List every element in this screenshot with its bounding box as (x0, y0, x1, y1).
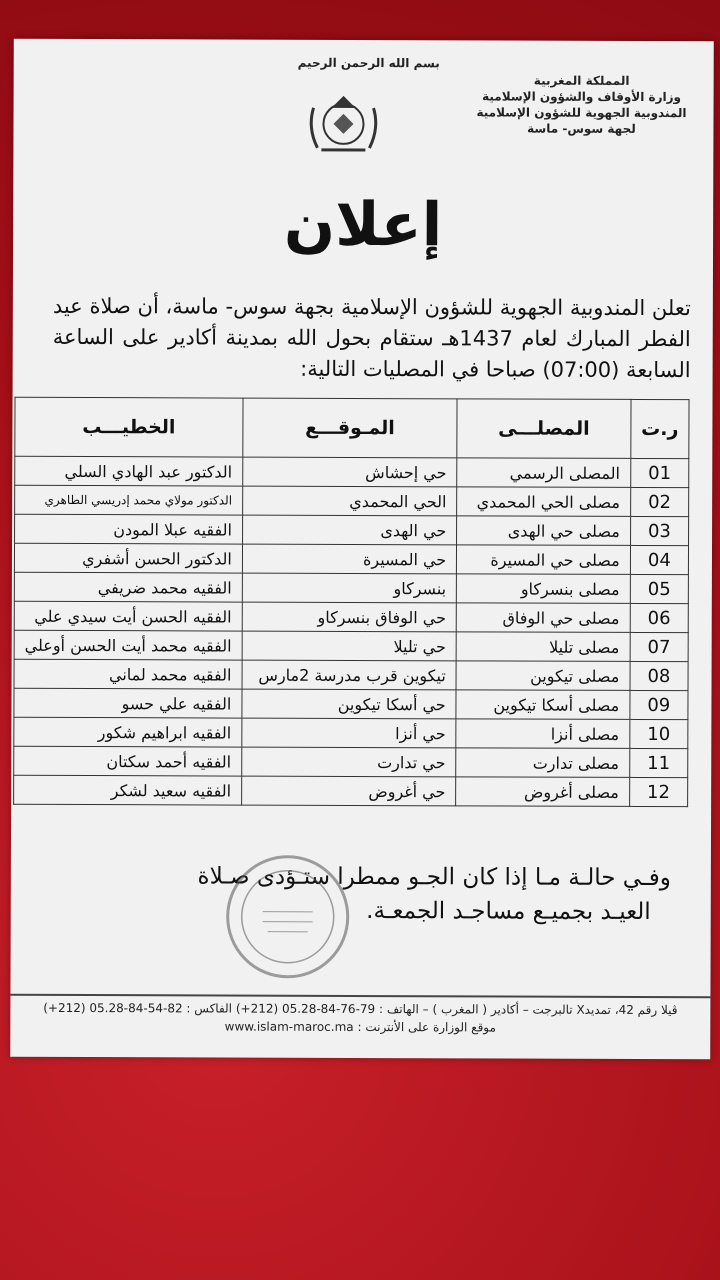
rain-note-line-2: العيـد بجميـع مساجـد الجمعـة. (366, 898, 651, 926)
announcement-intro: تعلن المندوبية الجهوية للشؤون الإسلامية بجهة سوس- ماسة، أن صلاة عيد الفطر المبارك لعام 1437هـ ستقام بحول الله بمدينة أكادير على الساعة السابعة (07:00) صباحا في المصليات التالية: (52, 293, 691, 383)
table-row (14, 543, 688, 574)
row-number: 11 (629, 748, 687, 777)
table-header-row (15, 397, 689, 458)
row-location: حي الهدى (242, 515, 456, 545)
row-musalla: مصلى حي المسيرة (457, 545, 631, 575)
row-musalla: مصلى أسكا تيكوين (456, 690, 630, 720)
footer (30, 999, 690, 1037)
row-musalla: مصلى أغروض (456, 777, 630, 807)
footer-address: ڤيلا رقم 42، تمديدX تالبرجت – أكادير ( المغرب ) – الهاتف : 79-76-84-05.28 (212+) الفاكس : 82-54-84-05.28 (212+) (43, 1000, 678, 1018)
row-number: 07 (630, 632, 688, 661)
table-row (14, 717, 688, 748)
row-musalla: المصلى الرسمي (457, 458, 631, 488)
basmala: بسم الله الرحمن الرحيم (297, 55, 440, 71)
header-line-region: لجهة سوس- ماسة (527, 121, 636, 136)
header-location: المـوقـــع (243, 398, 458, 458)
row-musalla: مصلى حي الوفاق (456, 603, 630, 633)
moroccan-coat-of-arms-icon (303, 88, 383, 158)
table-row (14, 659, 688, 690)
row-location: الحي المحمدي (242, 486, 456, 516)
row-location: حي أغروض (241, 776, 455, 806)
row-number: 06 (630, 603, 688, 632)
row-number: 09 (630, 690, 688, 719)
row-khatib: الفقيه سعيد لشكر (14, 775, 242, 805)
row-location: حي المسيرة (242, 544, 456, 574)
table-row (15, 485, 689, 516)
table-row (14, 746, 688, 777)
rain-note (71, 859, 671, 929)
ministry-header (471, 72, 691, 137)
row-location: حي تليلا (242, 631, 456, 661)
row-khatib: الدكتور مولاي محمد إدريسي الطاهري (15, 485, 243, 515)
row-khatib: الفقيه الحسن أيت سيدي علي (14, 601, 242, 631)
rain-note-line-1: وفـي حالـة مـا إذا كان الجـو ممطرا ستـؤدى صـلاة (197, 863, 671, 892)
prayer-grounds-table (13, 397, 689, 807)
table-row (15, 456, 689, 487)
row-number: 12 (629, 777, 687, 806)
row-musalla: مصلى الحي المحمدي (457, 487, 631, 517)
row-number: 08 (630, 661, 688, 690)
row-khatib: الفقيه محمد لماني (14, 659, 242, 689)
row-location: حي الوفاق بنسركاو (242, 602, 456, 632)
row-musalla: مصلى أنزا (456, 719, 630, 749)
row-number: 02 (630, 487, 688, 516)
row-number: 04 (630, 545, 688, 574)
row-khatib: الفقيه أحمد سكتان (14, 746, 242, 776)
row-musalla: مصلى تليلا (456, 632, 630, 662)
row-khatib: الدكتور الحسن أشفري (14, 543, 242, 573)
table-row (14, 601, 688, 632)
table-row (14, 688, 688, 719)
row-khatib: الفقيه محمد أيت الحسن أوعلي (14, 630, 242, 660)
footer-website: موقع الوزارة على الأنترنت : www.islam-maroc.ma (224, 1019, 496, 1035)
row-location: حي أسكا تيكوين (242, 689, 456, 719)
row-number: 10 (630, 719, 688, 748)
header-line-kingdom: المملكة المغربية (533, 73, 630, 88)
table-row (14, 572, 688, 603)
row-location: حي أنزا (242, 718, 456, 748)
row-location: بنسركاو (242, 573, 456, 603)
row-location: حي إحشاش (243, 457, 457, 487)
row-khatib: الفقيه عبلا المودن (15, 514, 243, 544)
row-location: تيكوين قرب مدرسة 2مارس (242, 660, 456, 690)
row-location: حي تدارت (242, 747, 456, 777)
row-number: 05 (630, 574, 688, 603)
row-khatib: الفقيه محمد ضريفي (14, 572, 242, 602)
table-row (14, 630, 688, 661)
row-number: 01 (630, 458, 688, 487)
header-line-delegation: المندوبية الجهوية للشؤون الإسلامية (476, 105, 687, 121)
row-khatib: الفقيه علي حسو (14, 688, 242, 718)
header-musalla: المصلـــى (457, 399, 631, 459)
announcement-title: إعلان (283, 189, 443, 261)
row-musalla: مصلى حي الهدى (457, 516, 631, 546)
footer-divider (10, 994, 710, 998)
header-khatib: الخطيـــب (15, 397, 243, 457)
announcement-paper (10, 39, 714, 1059)
table-row (14, 775, 688, 806)
row-number: 03 (630, 516, 688, 545)
row-khatib: الفقيه ابراهيم شكور (14, 717, 242, 747)
official-stamp (222, 852, 352, 982)
header-number: ر.ت (631, 399, 689, 458)
row-musalla: مصلى بنسركاو (457, 574, 631, 604)
row-khatib: الدكتور عبد الهادي السلي (15, 456, 243, 486)
header-line-ministry: وزارة الأوقاف والشؤون الإسلامية (482, 89, 682, 105)
table-row (15, 514, 689, 545)
row-musalla: مصلى تدارت (456, 748, 630, 778)
row-musalla: مصلى تيكوين (456, 661, 630, 691)
